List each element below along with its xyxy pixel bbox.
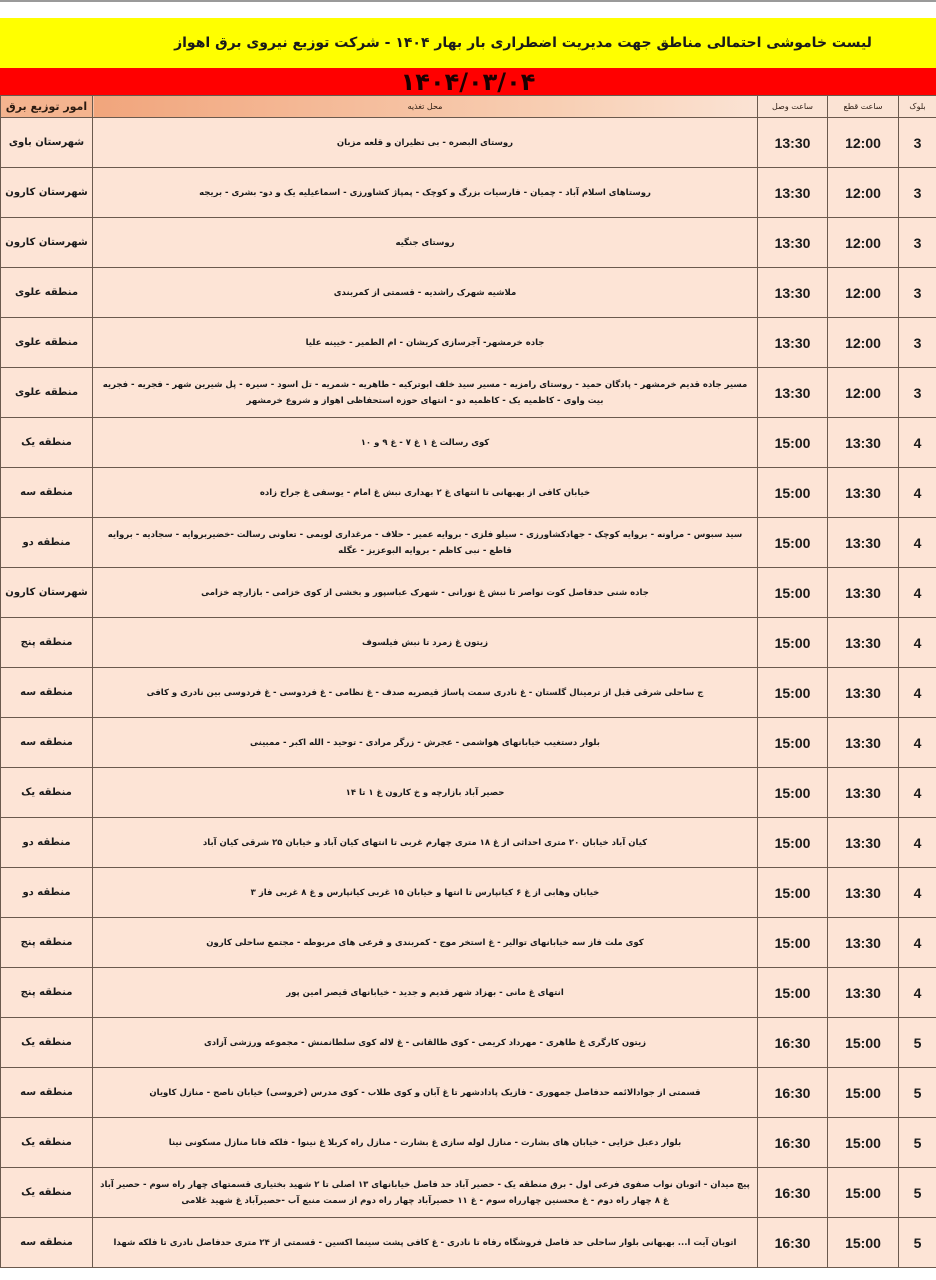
cut-time-cell: 13:30 <box>828 968 899 1018</box>
block-cell: 3 <box>899 168 936 218</box>
block-cell: 3 <box>899 218 936 268</box>
distribution-office-cell: منطقه یک <box>1 1168 93 1218</box>
block-cell: 3 <box>899 118 936 168</box>
cut-time-cell: 13:30 <box>828 718 899 768</box>
block-cell: 3 <box>899 318 936 368</box>
cut-time-cell: 13:30 <box>828 868 899 918</box>
distribution-office-cell: منطقه پنج <box>1 968 93 1018</box>
feed-area-cell: خیابان وهابی از غ ۶ کیانپارس تا انتها و خیابان ۱۵ غربی کیانپارس و غ ۸ غربی فاز ۳ <box>93 868 758 918</box>
block-cell: 5 <box>899 1118 936 1168</box>
table-row <box>1 1018 936 1068</box>
top-strip <box>0 0 936 18</box>
connect-time-cell: 15:00 <box>758 668 828 718</box>
distribution-office-cell: شهرستان کارون <box>1 168 93 218</box>
connect-time-cell: 16:30 <box>758 1118 828 1168</box>
feed-area-cell: خیابان کافی از بهبهانی تا انتهای غ ۲ بهداری نبش غ امام - یوسفی غ جراح زاده <box>93 468 758 518</box>
block-cell: 4 <box>899 568 936 618</box>
feed-area-cell: قسمتی از جوادالائمه حدفاصل جمهوری - فازیک پادادشهر تا غ آبان و کوی طلاب - کوی مدرس (خروسی) خیابان ناصح - منازل کاویان <box>93 1068 758 1118</box>
cut-time-cell: 12:00 <box>828 168 899 218</box>
connect-time-cell: 15:00 <box>758 968 828 1018</box>
column-header-cut-time: ساعت قطع <box>828 96 899 118</box>
feed-area-cell: ملاشیه شهرک راشدیه - قسمتی از کمربندی <box>93 268 758 318</box>
distribution-office-cell: منطقه یک <box>1 1018 93 1068</box>
table-row <box>1 668 936 718</box>
block-cell: 4 <box>899 668 936 718</box>
table-row <box>1 118 936 168</box>
distribution-office-cell: منطقه دو <box>1 518 93 568</box>
connect-time-cell: 15:00 <box>758 418 828 468</box>
feed-area-cell: کیان آباد خیابان ۲۰ متری احداثی از غ ۱۸ متری چهارم غربی تا انتهای کیان آباد و خیابان ۲۵ شرقی کیان آباد <box>93 818 758 868</box>
connect-time-cell: 15:00 <box>758 768 828 818</box>
distribution-office-cell: شهرستان کارون <box>1 568 93 618</box>
table-row <box>1 1118 936 1168</box>
table-row <box>1 818 936 868</box>
distribution-office-cell: منطقه سه <box>1 1218 93 1268</box>
outage-schedule-table <box>0 95 936 1268</box>
cut-time-cell: 12:00 <box>828 118 899 168</box>
connect-time-cell: 13:30 <box>758 318 828 368</box>
table-row <box>1 268 936 318</box>
connect-time-cell: 15:00 <box>758 568 828 618</box>
table-row <box>1 968 936 1018</box>
column-header-block: بلوک <box>899 96 936 118</box>
connect-time-cell: 13:30 <box>758 268 828 318</box>
block-cell: 4 <box>899 818 936 868</box>
column-header-feed-area: محل تغذیه <box>93 96 758 118</box>
feed-area-cell: سید سبوس - مراونه - بروایه کوچک - جهادکشاورزی - سیلو فلزی - بروایه عمیر - حلاف - مرغداری لویمی - تعاونی رسالت -خضیربروایه - سجادیه - بروایه قاطع - نبی کاظم - بروایه البوعزیز - عگله <box>93 518 758 568</box>
connect-time-cell: 16:30 <box>758 1218 828 1268</box>
feed-area-cell: روستای البصره - بی تظیران و قلعه مزبان <box>93 118 758 168</box>
distribution-office-cell: منطقه پنج <box>1 618 93 668</box>
connect-time-cell: 13:30 <box>758 118 828 168</box>
block-cell: 5 <box>899 1168 936 1218</box>
distribution-office-cell: منطقه علوی <box>1 318 93 368</box>
cut-time-cell: 15:00 <box>828 1068 899 1118</box>
block-cell: 4 <box>899 918 936 968</box>
block-cell: 4 <box>899 968 936 1018</box>
column-header-connect-time: ساعت وصل <box>758 96 828 118</box>
cut-time-cell: 13:30 <box>828 418 899 468</box>
table-row <box>1 1068 936 1118</box>
connect-time-cell: 15:00 <box>758 818 828 868</box>
document-title: لیست خاموشی احتمالی مناطق جهت مدیریت اضطراری بار بهار ۱۴۰۴ - شرکت توزیع نیروی برق اهواز <box>0 18 936 68</box>
connect-time-cell: 15:00 <box>758 868 828 918</box>
feed-area-cell: روستاهای اسلام آباد - چمیان - فارسیات بزرگ و کوچک - پمپاژ کشاورزی - اسماعیلیه یک و دو- بشری - بریجه <box>93 168 758 218</box>
distribution-office-cell: منطقه سه <box>1 718 93 768</box>
cut-time-cell: 15:00 <box>828 1218 899 1268</box>
feed-area-cell: اتوبان آیت ا... بهبهانی بلوار ساحلی حد فاصل فروشگاه رفاه تا نادری - غ کافی پشت سینما اکسین - قسمتی از ۲۴ متری حدفاصل نادری تا فلکه شهدا <box>93 1218 758 1268</box>
connect-time-cell: 15:00 <box>758 468 828 518</box>
feed-area-cell: جاده شنی حدفاصل کوت نواصر تا نبش غ نورانی - شهرک عباسپور و بخشی از کوی خزامی - بازارچه خزامی <box>93 568 758 618</box>
block-cell: 4 <box>899 518 936 568</box>
block-cell: 3 <box>899 268 936 318</box>
table-row <box>1 368 936 418</box>
distribution-office-cell: منطقه یک <box>1 1118 93 1168</box>
block-cell: 5 <box>899 1218 936 1268</box>
table-row <box>1 218 936 268</box>
distribution-office-cell: منطقه سه <box>1 668 93 718</box>
schedule-date: ۱۴۰۴/۰۳/۰۴ <box>0 68 936 95</box>
cut-time-cell: 13:30 <box>828 518 899 568</box>
distribution-office-cell: منطقه سه <box>1 1068 93 1118</box>
connect-time-cell: 16:30 <box>758 1018 828 1068</box>
table-header-row <box>1 96 936 118</box>
table-row <box>1 918 936 968</box>
block-cell: 5 <box>899 1018 936 1068</box>
cut-time-cell: 12:00 <box>828 368 899 418</box>
feed-area-cell: بلوار دعبل خزایی - خیابان های بشارت - منازل لوله سازی غ بشارت - منازل راه کربلا غ نینوا - فلکه فانا منازل مسکونی نینا <box>93 1118 758 1168</box>
table-row <box>1 1218 936 1268</box>
cut-time-cell: 13:30 <box>828 818 899 868</box>
distribution-office-cell: منطقه علوی <box>1 368 93 418</box>
cut-time-cell: 12:00 <box>828 318 899 368</box>
distribution-office-cell: منطقه یک <box>1 768 93 818</box>
connect-time-cell: 13:30 <box>758 218 828 268</box>
feed-area-cell: پیچ میدان - اتوبان نواب صفوی فرعی اول - برق منطقه یک - حصیر آباد حد فاصل خیابانهای ۱۳ اصلی تا ۲ شهید بختیاری قسمتهای چهار راه سوم - حصیر آباد غ ۸ چهار راه دوم - غ محسنین چهارراه سوم - غ ۱۱ حصیرآباد چهار راه دوم از سمت منبع آب -حصیرآباد غ شهید غلامی <box>93 1168 758 1218</box>
cut-time-cell: 12:00 <box>828 268 899 318</box>
table-row <box>1 768 936 818</box>
column-header-distribution-office: امور توزیع برق <box>1 96 93 118</box>
cut-time-cell: 13:30 <box>828 918 899 968</box>
block-cell: 4 <box>899 718 936 768</box>
connect-time-cell: 15:00 <box>758 918 828 968</box>
block-cell: 5 <box>899 1068 936 1118</box>
table-row <box>1 718 936 768</box>
feed-area-cell: جاده خرمشهر- آجرسازی کریشان - ام الطمیر - خیینه علیا <box>93 318 758 368</box>
block-cell: 4 <box>899 768 936 818</box>
block-cell: 4 <box>899 468 936 518</box>
feed-area-cell: ج ساحلی شرقی قبل از ترمینال گلستان - غ نادری سمت پاساژ قیصریه صدف - غ نظامی - غ فردوسی - غ فردوسی بین نادری و کافی <box>93 668 758 718</box>
distribution-office-cell: منطقه پنج <box>1 918 93 968</box>
table-row <box>1 418 936 468</box>
distribution-office-cell: منطقه دو <box>1 868 93 918</box>
connect-time-cell: 15:00 <box>758 618 828 668</box>
feed-area-cell: بلوار دستغیب خیابانهای هواشمی - عجرش - زرگر مرادی - توحید - الله اکبر - ممبینی <box>93 718 758 768</box>
distribution-office-cell: منطقه یک <box>1 418 93 468</box>
cut-time-cell: 13:30 <box>828 468 899 518</box>
cut-time-cell: 15:00 <box>828 1018 899 1068</box>
connect-time-cell: 16:30 <box>758 1068 828 1118</box>
table-row <box>1 518 936 568</box>
cut-time-cell: 12:00 <box>828 218 899 268</box>
cut-time-cell: 13:30 <box>828 668 899 718</box>
connect-time-cell: 15:00 <box>758 718 828 768</box>
cut-time-cell: 15:00 <box>828 1118 899 1168</box>
feed-area-cell: کوی رسالت غ ۱ غ ۷ - غ ۹ و ۱۰ <box>93 418 758 468</box>
feed-area-cell: زیتون کارگری غ طاهری - مهرداد کریمی - کوی طالقانی - غ لاله کوی سلطانمنش - مجموعه ورزشی آزادی <box>93 1018 758 1068</box>
table-row <box>1 318 936 368</box>
feed-area-cell: زیتون غ زمرد تا نبش فیلسوف <box>93 618 758 668</box>
table-row <box>1 168 936 218</box>
distribution-office-cell: شهرستان باوی <box>1 118 93 168</box>
block-cell: 3 <box>899 368 936 418</box>
block-cell: 4 <box>899 418 936 468</box>
connect-time-cell: 15:00 <box>758 518 828 568</box>
feed-area-cell: مسیر جاده قدیم خرمشهر - پادگان حمید - روستای رامزیه - مسیر سید خلف ابوترکیه - طاهریه - شمریه - تل اسود - سیره - پل شیرین شهر - فجریه - فجریه بیت واوی - کاظمیه یک - کاظمیه دو - انتهای حوزه استحفاظی اهواز و شروع خرمشهر <box>93 368 758 418</box>
distribution-office-cell: منطقه علوی <box>1 268 93 318</box>
cut-time-cell: 13:30 <box>828 618 899 668</box>
table-row <box>1 568 936 618</box>
cut-time-cell: 13:30 <box>828 768 899 818</box>
connect-time-cell: 16:30 <box>758 1168 828 1218</box>
feed-area-cell: انتهای غ مانی - بهزاد شهر قدیم و جدید - خیابانهای قیصر امین پور <box>93 968 758 1018</box>
block-cell: 4 <box>899 868 936 918</box>
table-row <box>1 618 936 668</box>
table-row <box>1 868 936 918</box>
distribution-office-cell: منطقه سه <box>1 468 93 518</box>
distribution-office-cell: شهرستان کارون <box>1 218 93 268</box>
connect-time-cell: 13:30 <box>758 368 828 418</box>
feed-area-cell: حصیر آباد بازارچه و خ کارون غ ۱ تا ۱۴ <box>93 768 758 818</box>
connect-time-cell: 13:30 <box>758 168 828 218</box>
distribution-office-cell: منطقه دو <box>1 818 93 868</box>
block-cell: 4 <box>899 618 936 668</box>
cut-time-cell: 13:30 <box>828 568 899 618</box>
feed-area-cell: کوی ملت فاز سه خیابانهای توالیر - غ استخر موج - کمربندی و فرعی های مربوطه - مجتمع ساحلی کارون <box>93 918 758 968</box>
feed-area-cell: روستای جنگیه <box>93 218 758 268</box>
table-row <box>1 468 936 518</box>
cut-time-cell: 15:00 <box>828 1168 899 1218</box>
table-row <box>1 1168 936 1218</box>
